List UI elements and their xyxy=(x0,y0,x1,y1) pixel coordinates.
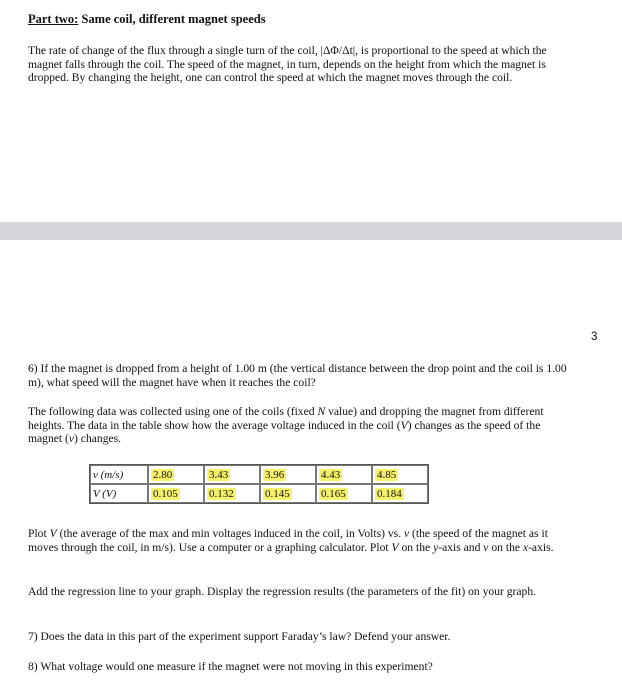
table-cell xyxy=(148,484,204,503)
table-header-voltage: V (V) xyxy=(90,484,148,503)
plot-text: on the xyxy=(398,540,434,554)
voltage-value: 0.184 xyxy=(377,487,402,500)
table-cell xyxy=(204,465,260,484)
regression-instructions: Add the regression line to your graph. Display the regression results (the parameters of the fit) on your graph. xyxy=(28,585,537,598)
data-intro-text-c: value) and dropping the magnet from different heights. The data in the table show how the average voltage induced in the coil ( xyxy=(28,405,544,432)
speed-value: 3.96 xyxy=(265,468,285,481)
data-intro-text-a: The following data was collected using one of the coils (fixed xyxy=(28,405,318,418)
table-cell xyxy=(372,484,428,503)
plot-var: y xyxy=(433,540,439,554)
data-intro-var-v-cap: V xyxy=(400,418,408,432)
table-cell xyxy=(204,484,260,503)
question-8: 8) What voltage would one measure if the magnet were not moving in this experiment? xyxy=(28,660,433,673)
data-intro-paragraph xyxy=(28,405,576,446)
voltage-value: 0.145 xyxy=(265,487,290,500)
table-header-speed: v (m/s) xyxy=(90,465,148,484)
table-cell xyxy=(260,465,316,484)
speed-value: 3.43 xyxy=(209,468,229,481)
table-row-voltage xyxy=(90,484,428,503)
voltage-value: 0.105 xyxy=(153,487,178,500)
section-title xyxy=(28,12,266,27)
table-cell xyxy=(316,465,372,484)
section-title-text: Same coil, different magnet speeds xyxy=(78,12,266,26)
section-title-prefix: Part two: xyxy=(28,12,79,26)
plot-text: Plot xyxy=(28,527,50,540)
page-number: 3 xyxy=(591,331,598,343)
plot-var: v xyxy=(483,540,489,554)
plot-text: on the xyxy=(488,540,523,554)
data-intro-text-g: ) changes. xyxy=(74,432,122,446)
table-cell xyxy=(372,465,428,484)
data-intro-var-n: N xyxy=(317,405,326,418)
plot-text: -axis. xyxy=(528,540,554,554)
plot-var: V xyxy=(391,540,399,554)
data-table xyxy=(89,464,429,504)
table-row-speed xyxy=(90,465,428,484)
plot-var: x xyxy=(522,540,529,554)
plot-var: V xyxy=(49,527,57,540)
data-table-wrapper xyxy=(89,464,429,504)
speed-value: 4.85 xyxy=(377,468,397,481)
question-7: 7) Does the data in this part of the experiment support Faraday’s law? Defend your answer. xyxy=(28,630,451,643)
table-cell xyxy=(260,484,316,503)
question-6: 6) If the magnet is dropped from a height of 1.00 m (the vertical distance between the drop point and the coil is 1.00 m), what speed will the magnet have when it reaches the coil? xyxy=(28,362,567,389)
voltage-value: 0.132 xyxy=(209,487,234,500)
table-cell xyxy=(148,465,204,484)
data-intro-text-e: ) changes as the speed of the magnet ( xyxy=(28,418,541,446)
intro-paragraph: The rate of change of the flux through a single turn of the coil, |ΔΦ/Δt|, is proportional to the speed at which the magnet falls through the coil. The speed of the magnet, in turn, depends on the height from which the magnet is dropped. By changing the height, one can control the speed at which the magnet moves through the coil. xyxy=(28,44,547,85)
page-break-band xyxy=(0,222,622,240)
plot-text: (the speed of the magnet as it moves through the coil, in m/s). Use a computer or a graphing calculator. Plot xyxy=(28,527,548,554)
table-cell xyxy=(316,484,372,503)
plot-text: (the average of the max and min voltages induced in the coil, in Volts) vs. xyxy=(56,527,404,540)
voltage-value: 0.165 xyxy=(321,487,346,500)
data-intro-var-v: v xyxy=(68,432,75,446)
plot-text: -axis and xyxy=(438,540,484,554)
plot-var: v xyxy=(404,527,410,540)
speed-value: 4.43 xyxy=(321,468,341,481)
plot-instructions xyxy=(28,527,576,554)
speed-value: 2.80 xyxy=(153,468,173,481)
